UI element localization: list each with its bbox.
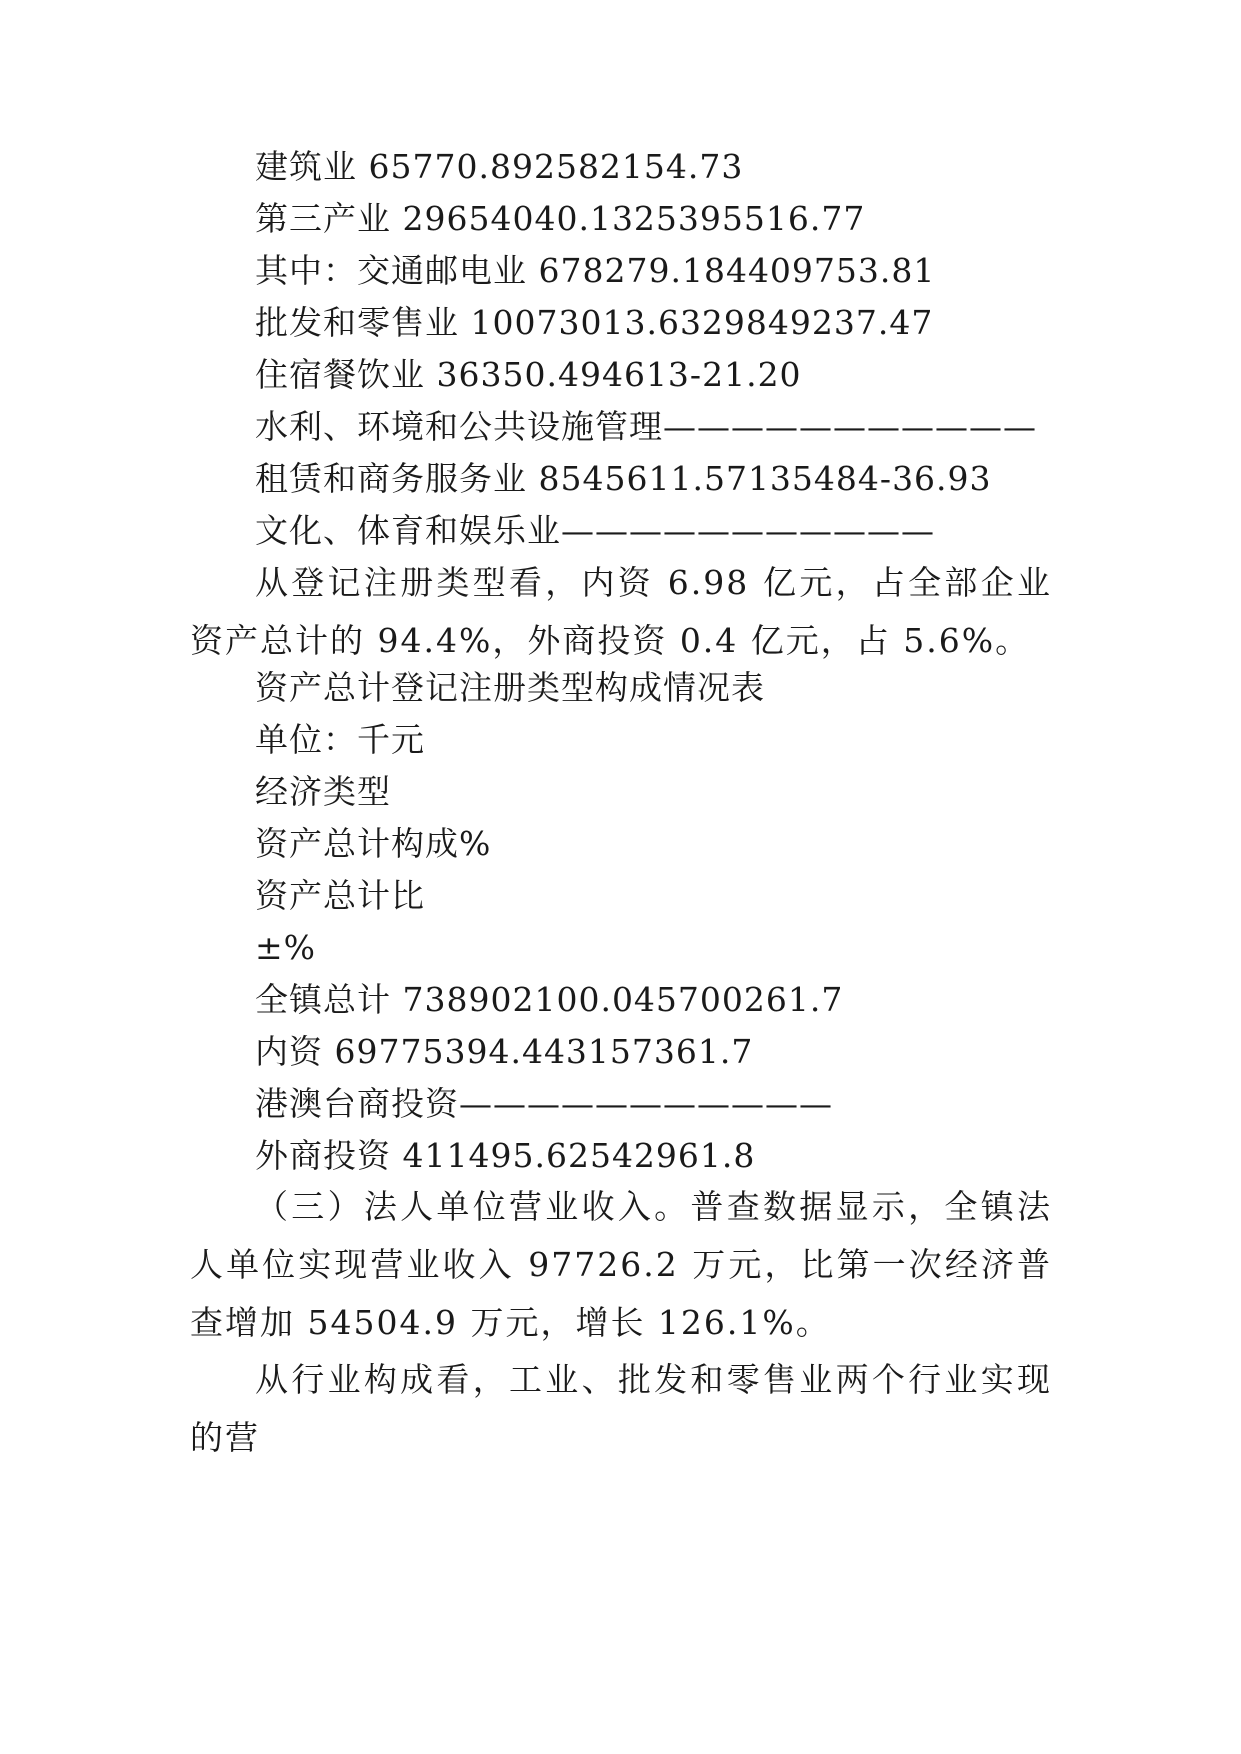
table-header-asset-composition: 资产总计构成% <box>255 824 492 863</box>
table-row-foreign-investment: 外商投资 411495.62542961.8 <box>255 1136 756 1175</box>
table-header-asset-ratio: 资产总计比 <box>255 876 425 915</box>
table-header-plus-minus: ±% <box>255 928 317 967</box>
text-line-transport-post: 其中：交通邮电业 678279.184409753.81 <box>255 251 936 290</box>
table-unit: 单位：千元 <box>255 720 425 759</box>
table-header-economic-type: 经济类型 <box>255 772 391 811</box>
table-title: 资产总计登记注册类型构成情况表 <box>255 668 765 707</box>
table-row-domestic: 内资 69775394.443157361.7 <box>255 1032 754 1071</box>
text-line-leasing-business: 租赁和商务服务业 8545611.57135484-36.93 <box>255 459 992 498</box>
table-row-town-total: 全镇总计 738902100.045700261.7 <box>255 980 844 1019</box>
table-row-hk-macao-taiwan: 港澳台商投资——————————— <box>255 1084 833 1123</box>
text-line-culture-sports: 文化、体育和娱乐业——————————— <box>255 511 935 550</box>
text-line-water-environment: 水利、环境和公共设施管理——————————— <box>255 407 1037 446</box>
paragraph-industry-composition: 从行业构成看，工业、批发和零售业两个行业实现的营 <box>190 1360 1052 1457</box>
paragraph-operating-revenue: （三）法人单位营业收入。普查数据显示，全镇法人单位实现营业收入 97726.2 万元，比第一次经济普查增加 54504.9 万元，增长 126.1%。 <box>190 1187 1052 1342</box>
text-line-accommodation-catering: 住宿餐饮业 36350.494613-21.20 <box>255 355 802 394</box>
text-line-wholesale-retail: 批发和零售业 10073013.6329849237.47 <box>255 303 934 342</box>
text-line-tertiary-industry: 第三产业 29654040.1325395516.77 <box>255 199 866 238</box>
text-line-construction: 建筑业 65770.892582154.73 <box>255 147 744 186</box>
paragraph-registration-type: 从登记注册类型看，内资 6.98 亿元，占全部企业资产总计的 94.4%，外商投资 0.4 亿元，占 5.6%。 <box>190 563 1052 660</box>
